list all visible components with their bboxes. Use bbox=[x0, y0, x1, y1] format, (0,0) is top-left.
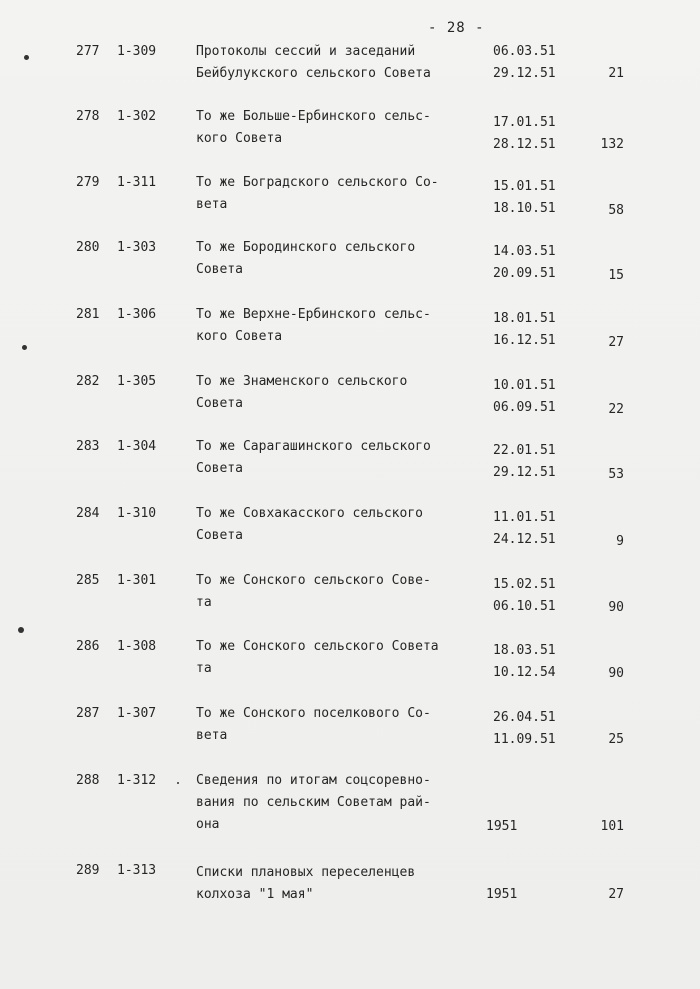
entry-sheet-count: 101 bbox=[600, 819, 624, 834]
entry-date-end: 28.12.51 bbox=[493, 137, 556, 152]
entry-dates bbox=[493, 640, 556, 684]
entry-code: 1-313 bbox=[117, 863, 157, 878]
entry-date-end: 20.09.51 bbox=[493, 266, 556, 281]
entry-date-start: 22.01.51 bbox=[493, 443, 556, 458]
entry-sheet-count: 132 bbox=[600, 137, 624, 152]
entry-dates bbox=[493, 241, 556, 285]
entry-title-line: То же Бородинского сельского bbox=[196, 240, 416, 255]
entry-date-end: 29.12.51 bbox=[493, 66, 556, 81]
entry-date-start: 15.01.51 bbox=[493, 179, 556, 194]
entry-number: 283 bbox=[76, 439, 100, 454]
entry-dates bbox=[493, 176, 556, 220]
entry-title-line: вета bbox=[196, 197, 228, 212]
entry-title-line: та bbox=[196, 661, 212, 676]
entry-title bbox=[196, 106, 486, 150]
entry-title bbox=[196, 862, 486, 906]
entry-title-line: Протоколы сессий и заседаний bbox=[196, 44, 416, 59]
entry-sheet-count: 9 bbox=[616, 534, 624, 549]
entry-title-line: То же Сарагашинского сельского bbox=[196, 439, 431, 454]
entry-number: 277 bbox=[76, 44, 100, 59]
entry-number: 285 bbox=[76, 573, 100, 588]
entry-dates bbox=[493, 308, 556, 352]
entry-number: 286 bbox=[76, 639, 100, 654]
entry-code: 1-309 bbox=[117, 44, 157, 59]
entry-number: 289 bbox=[76, 863, 100, 878]
entry-sheet-count: 53 bbox=[608, 467, 624, 482]
entry-date-start: 26.04.51 bbox=[493, 710, 556, 725]
entry-sheet-count: 90 bbox=[608, 600, 624, 615]
entry-code: 1-312 bbox=[117, 773, 157, 788]
entry-dates bbox=[493, 112, 556, 156]
entry-title-line: кого Совета bbox=[196, 131, 283, 146]
entry-number: 284 bbox=[76, 506, 100, 521]
entry-year: 1951 bbox=[486, 887, 518, 902]
entry-title-line: То же Сонского поселкового Со- bbox=[196, 706, 431, 721]
entry-title bbox=[196, 237, 486, 281]
entry-title-line: вета bbox=[196, 728, 228, 743]
entry-title bbox=[196, 304, 486, 348]
entry-code: 1-301 bbox=[117, 573, 157, 588]
entry-dates bbox=[493, 375, 556, 419]
entry-number: 278 bbox=[76, 109, 100, 124]
entry-code: 1-311 bbox=[117, 175, 157, 190]
entry-dates bbox=[493, 440, 556, 484]
entry-dates bbox=[493, 574, 556, 618]
binding-hole-mark bbox=[18, 627, 24, 633]
entry-date-end: 06.10.51 bbox=[493, 599, 556, 614]
entry-title-line: Бейбулукского сельского Совета bbox=[196, 66, 431, 81]
entry-title bbox=[196, 172, 486, 216]
entry-title-line: кого Совета bbox=[196, 329, 283, 344]
entry-title-line: То же Совхакасского сельского bbox=[196, 506, 423, 521]
entry-date-end: 18.10.51 bbox=[493, 201, 556, 216]
entry-number: 282 bbox=[76, 374, 100, 389]
entry-date-start: 17.01.51 bbox=[493, 115, 556, 130]
entry-title bbox=[196, 436, 486, 480]
entry-date-start: 11.01.51 bbox=[493, 510, 556, 525]
entry-title-line: та bbox=[196, 595, 212, 610]
entry-sheet-count: 15 bbox=[608, 268, 624, 283]
entry-number: 279 bbox=[76, 175, 100, 190]
entry-sheet-count: 90 bbox=[608, 666, 624, 681]
entry-date-end: 24.12.51 bbox=[493, 532, 556, 547]
entry-year: 1951 bbox=[486, 819, 518, 834]
entry-title-line: вания по сельским Советам рай- bbox=[196, 795, 431, 810]
entry-date-end: 10.12.54 bbox=[493, 665, 556, 680]
entry-code: 1-305 bbox=[117, 374, 157, 389]
entry-code: 1-304 bbox=[117, 439, 157, 454]
entry-title-line: Списки плановых переселенцев bbox=[196, 865, 416, 880]
entry-date-start: 15.02.51 bbox=[493, 577, 556, 592]
entry-title-line: Совета bbox=[196, 262, 243, 277]
entry-sheet-count: 22 bbox=[608, 402, 624, 417]
entry-title-line: То же Знаменского сельского bbox=[196, 374, 408, 389]
entry-date-start: 10.01.51 bbox=[493, 378, 556, 393]
entry-sheet-count: 27 bbox=[608, 335, 624, 350]
entry-date-start: 18.01.51 bbox=[493, 311, 556, 326]
entry-code: 1-307 bbox=[117, 706, 157, 721]
entry-code: 1-302 bbox=[117, 109, 157, 124]
entry-sheet-count: 58 bbox=[608, 203, 624, 218]
entry-sheet-count: 27 bbox=[608, 887, 624, 902]
entry-code: 1-308 bbox=[117, 639, 157, 654]
entry-title bbox=[196, 570, 486, 614]
entry-title bbox=[196, 371, 486, 415]
entry-date-end: 06.09.51 bbox=[493, 400, 556, 415]
entry-title-line: колхоза "1 мая" bbox=[196, 887, 314, 902]
binding-hole-mark bbox=[22, 345, 27, 350]
entry-title-line: То же Верхне-Ербинского сельс- bbox=[196, 307, 431, 322]
binding-hole-mark bbox=[24, 55, 29, 60]
entry-title bbox=[196, 503, 486, 547]
entry-title bbox=[196, 41, 486, 85]
entry-title bbox=[196, 703, 486, 747]
entry-code: 1-310 bbox=[117, 506, 157, 521]
entry-date-end: 11.09.51 bbox=[493, 732, 556, 747]
entry-code: 1-303 bbox=[117, 240, 157, 255]
entry-sheet-count: 25 bbox=[608, 732, 624, 747]
entry-title-line: То же Сонского сельского Совета bbox=[196, 639, 439, 654]
entry-dates bbox=[493, 41, 556, 85]
entry-number: 281 bbox=[76, 307, 100, 322]
entry-number: 288 bbox=[76, 773, 100, 788]
entry-number: 280 bbox=[76, 240, 100, 255]
entry-date-end: 29.12.51 bbox=[493, 465, 556, 480]
entry-title-line: Совета bbox=[196, 461, 243, 476]
entry-title-line: То же Больше-Ербинского сельс- bbox=[196, 109, 431, 124]
entry-title-line: То же Боградского сельского Со- bbox=[196, 175, 439, 190]
entry-date-start: 06.03.51 bbox=[493, 44, 556, 59]
entry-title bbox=[196, 770, 486, 836]
entry-dates bbox=[493, 707, 556, 751]
entry-date-start: 14.03.51 bbox=[493, 244, 556, 259]
entry-title-line: Совета bbox=[196, 396, 243, 411]
entry-date-end: 16.12.51 bbox=[493, 333, 556, 348]
page-number: - 28 - bbox=[428, 20, 485, 36]
entry-dates bbox=[493, 507, 556, 551]
entry-title-line: Совета bbox=[196, 528, 243, 543]
entry-date-start: 18.03.51 bbox=[493, 643, 556, 658]
entry-title-line: То же Сонского сельского Сове- bbox=[196, 573, 431, 588]
entry-sheet-count: 21 bbox=[608, 66, 624, 81]
entry-title-line: она bbox=[196, 817, 220, 832]
entry-number: 287 bbox=[76, 706, 100, 721]
entry-title-line: Сведения по итогам соцсоревно- bbox=[196, 773, 431, 788]
entry-title bbox=[196, 636, 486, 680]
scan-dot bbox=[177, 782, 179, 784]
entry-code: 1-306 bbox=[117, 307, 157, 322]
